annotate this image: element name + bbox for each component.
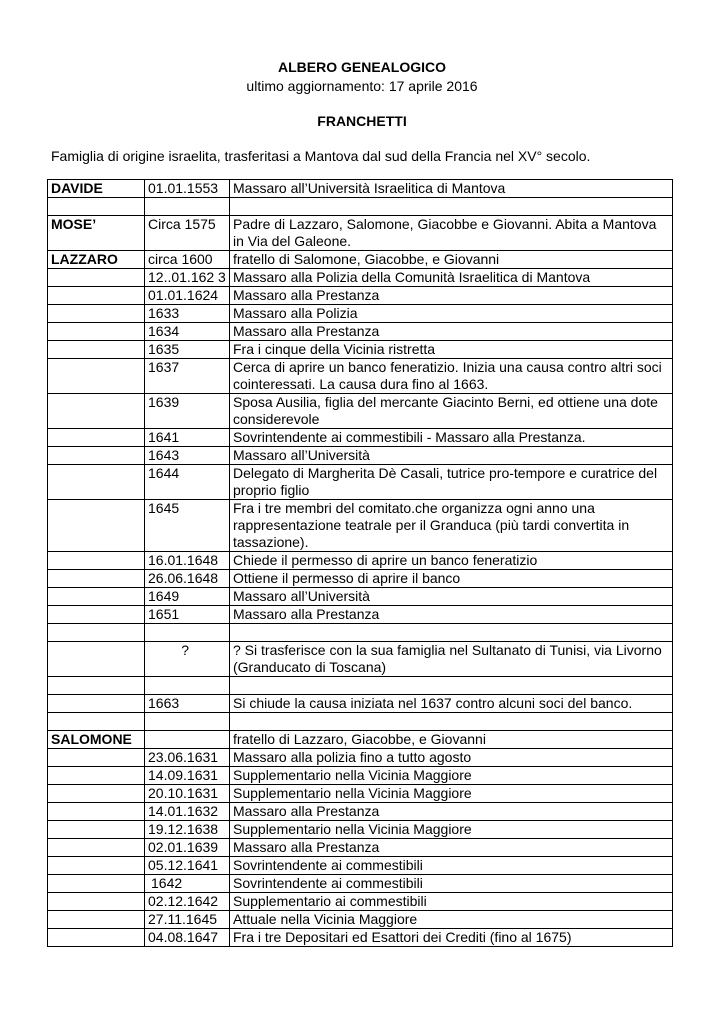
person-name-cell bbox=[48, 767, 145, 785]
event-description-cell: Supplementario ai commestibili bbox=[230, 893, 673, 911]
table-row bbox=[48, 305, 673, 323]
date-cell: 01.01.1624 bbox=[145, 287, 230, 305]
date-cell: 26.06.1648 bbox=[145, 570, 230, 588]
table-row bbox=[48, 269, 673, 287]
table-row bbox=[48, 323, 673, 341]
date-cell: 14.09.1631 bbox=[145, 767, 230, 785]
last-updated: ultimo aggiornamento: 17 aprile 2016 bbox=[246, 78, 478, 94]
event-description-cell: Sposa Ausilia, figlia del mercante Giacinto Berni, ed ottiene una dote considerevole bbox=[230, 394, 673, 429]
date-cell: 1645 bbox=[145, 500, 230, 552]
table-row bbox=[48, 642, 673, 677]
person-name-cell bbox=[48, 323, 145, 341]
event-description-cell: ? Si trasferisce con la sua famiglia nel Sultanato di Tunisi, via Livorno (Granducato di Toscana) bbox=[230, 642, 673, 677]
table-row bbox=[48, 749, 673, 767]
person-name-cell bbox=[48, 893, 145, 911]
event-description-cell: Si chiude la causa iniziata nel 1637 contro alcuni soci del banco. bbox=[230, 695, 673, 713]
event-description-cell bbox=[230, 713, 673, 731]
person-name-cell bbox=[48, 552, 145, 570]
person-name-cell bbox=[48, 269, 145, 287]
date-cell: 12..01.162 3 bbox=[145, 269, 230, 287]
person-name-cell: LAZZARO bbox=[48, 251, 145, 269]
event-description-cell: Massaro all’Università bbox=[230, 447, 673, 465]
event-description-cell: Sovrintendente ai commestibili bbox=[230, 857, 673, 875]
person-name-cell bbox=[48, 359, 145, 394]
person-name-cell bbox=[48, 642, 145, 677]
date-cell: 23.06.1631 bbox=[145, 749, 230, 767]
table-row bbox=[48, 677, 673, 695]
event-description-cell bbox=[230, 677, 673, 695]
event-description-cell: Massaro alla Polizia bbox=[230, 305, 673, 323]
table-row bbox=[48, 767, 673, 785]
event-description-cell: Fra i tre membri del comitato.che organizza ogni anno una rappresentazione teatrale per il Granduca (più tardi convertita in tassazione). bbox=[230, 500, 673, 552]
table-row bbox=[48, 359, 673, 394]
date-cell: 02.12.1642 bbox=[145, 893, 230, 911]
table-row bbox=[48, 857, 673, 875]
date-cell bbox=[145, 731, 230, 749]
person-name-cell bbox=[48, 287, 145, 305]
table-row bbox=[48, 216, 673, 251]
table-row bbox=[48, 251, 673, 269]
date-cell: 1651 bbox=[145, 606, 230, 624]
event-description-cell: Massaro alla Polizia della Comunità Israelitica di Mantova bbox=[230, 269, 673, 287]
table-row bbox=[48, 893, 673, 911]
date-cell: 1643 bbox=[145, 447, 230, 465]
event-description-cell bbox=[230, 198, 673, 216]
person-name-cell bbox=[48, 606, 145, 624]
date-cell bbox=[145, 624, 230, 642]
date-cell: 1635 bbox=[145, 341, 230, 359]
table-row bbox=[48, 429, 673, 447]
event-description-cell: Massaro alla Prestanza bbox=[230, 606, 673, 624]
event-description-cell: Cerca di aprire un banco feneratizio. Inizia una causa contro altri soci cointeressati. La causa dura fino al 1663. bbox=[230, 359, 673, 394]
event-description-cell: fratello di Salomone, Giacobbe, e Giovanni bbox=[230, 251, 673, 269]
person-name-cell: DAVIDE bbox=[48, 180, 145, 198]
table-row bbox=[48, 287, 673, 305]
event-description-cell: Fra i tre Depositari ed Esattori dei Crediti (fino al 1675) bbox=[230, 929, 673, 947]
family-intro: Famiglia di origine israelita, trasferitasi a Mantova dal sud della Francia nel XV° secolo. bbox=[51, 148, 591, 164]
person-name-cell bbox=[48, 803, 145, 821]
date-cell: 20.10.1631 bbox=[145, 785, 230, 803]
table-row bbox=[48, 695, 673, 713]
table-row bbox=[48, 821, 673, 839]
date-cell: 16.01.1648 bbox=[145, 552, 230, 570]
event-description-cell: Massaro alla polizia fino a tutto agosto bbox=[230, 749, 673, 767]
person-name-cell bbox=[48, 749, 145, 767]
genealogy-table-body bbox=[48, 180, 673, 947]
date-cell bbox=[145, 198, 230, 216]
person-name-cell bbox=[48, 857, 145, 875]
person-name-cell bbox=[48, 785, 145, 803]
person-name-cell bbox=[48, 447, 145, 465]
date-cell: 02.01.1639 bbox=[145, 839, 230, 857]
event-description-cell: Sovrintendente ai commestibili bbox=[230, 875, 673, 893]
person-name-cell bbox=[48, 465, 145, 500]
person-name-cell bbox=[48, 429, 145, 447]
event-description-cell: Chiede il permesso di aprire un banco feneratizio bbox=[230, 552, 673, 570]
table-row bbox=[48, 570, 673, 588]
table-row bbox=[48, 606, 673, 624]
event-description-cell: Supplementario nella Vicinia Maggiore bbox=[230, 785, 673, 803]
table-row bbox=[48, 341, 673, 359]
table-row bbox=[48, 180, 673, 198]
date-cell: 1637 bbox=[145, 359, 230, 394]
table-row bbox=[48, 465, 673, 500]
document-title: ALBERO GENEALOGICO bbox=[277, 59, 446, 75]
event-description-cell: Massaro alla Prestanza bbox=[230, 287, 673, 305]
person-name-cell bbox=[48, 305, 145, 323]
table-row bbox=[48, 929, 673, 947]
date-cell: 04.08.1647 bbox=[145, 929, 230, 947]
date-cell: Circa 1575 bbox=[145, 216, 230, 251]
date-cell: 19.12.1638 bbox=[145, 821, 230, 839]
date-cell: 1641 bbox=[145, 429, 230, 447]
date-cell: circa 1600 bbox=[145, 251, 230, 269]
event-description-cell: Attuale nella Vicinia Maggiore bbox=[230, 911, 673, 929]
date-cell: 1639 bbox=[145, 394, 230, 429]
date-cell: 14.01.1632 bbox=[145, 803, 230, 821]
person-name-cell bbox=[48, 677, 145, 695]
person-name-cell bbox=[48, 624, 145, 642]
event-description-cell: Massaro alla Prestanza bbox=[230, 323, 673, 341]
event-description-cell: Supplementario nella Vicinia Maggiore bbox=[230, 767, 673, 785]
person-name-cell: MOSE’ bbox=[48, 216, 145, 251]
person-name-cell bbox=[48, 394, 145, 429]
event-description-cell: Padre di Lazzaro, Salomone, Giacobbe e Giovanni. Abita a Mantova in Via del Galeone. bbox=[230, 216, 673, 251]
date-cell bbox=[145, 677, 230, 695]
table-row bbox=[48, 785, 673, 803]
person-name-cell bbox=[48, 695, 145, 713]
table-row bbox=[48, 447, 673, 465]
person-name-cell bbox=[48, 875, 145, 893]
table-row bbox=[48, 713, 673, 731]
event-description-cell: Delegato di Margherita Dè Casali, tutrice pro-tempore e curatrice del proprio figlio bbox=[230, 465, 673, 500]
person-name-cell bbox=[48, 341, 145, 359]
person-name-cell bbox=[48, 500, 145, 552]
date-cell: 1633 bbox=[145, 305, 230, 323]
date-cell: 1663 bbox=[145, 695, 230, 713]
date-cell: 01.01.1553 bbox=[145, 180, 230, 198]
event-description-cell bbox=[230, 624, 673, 642]
person-name-cell bbox=[48, 929, 145, 947]
table-row bbox=[48, 500, 673, 552]
family-name: FRANCHETTI bbox=[317, 113, 407, 129]
event-description-cell: Ottiene il permesso di aprire il banco bbox=[230, 570, 673, 588]
table-row bbox=[48, 588, 673, 606]
person-name-cell bbox=[48, 570, 145, 588]
date-cell bbox=[145, 713, 230, 731]
person-name-cell bbox=[48, 198, 145, 216]
event-description-cell: Massaro all’Università bbox=[230, 588, 673, 606]
table-row bbox=[48, 911, 673, 929]
person-name-cell bbox=[48, 713, 145, 731]
event-description-cell: Massaro alla Prestanza bbox=[230, 839, 673, 857]
date-cell: ? bbox=[145, 642, 230, 677]
table-row bbox=[48, 803, 673, 821]
table-row bbox=[48, 731, 673, 749]
table-row bbox=[48, 839, 673, 857]
genealogy-table bbox=[47, 179, 673, 947]
event-description-cell: Massaro alla Prestanza bbox=[230, 803, 673, 821]
person-name-cell bbox=[48, 839, 145, 857]
person-name-cell: SALOMONE bbox=[48, 731, 145, 749]
event-description-cell: fratello di Lazzaro, Giacobbe, e Giovanni bbox=[230, 731, 673, 749]
date-cell: 27.11.1645 bbox=[145, 911, 230, 929]
event-description-cell: Sovrintendente ai commestibili - Massaro alla Prestanza. bbox=[230, 429, 673, 447]
table-row bbox=[48, 624, 673, 642]
event-description-cell: Massaro all’Università Israelitica di Mantova bbox=[230, 180, 673, 198]
date-cell: 1642 bbox=[145, 875, 230, 893]
date-cell: 05.12.1641 bbox=[145, 857, 230, 875]
person-name-cell bbox=[48, 588, 145, 606]
event-description-cell: Fra i cinque della Vicinia ristretta bbox=[230, 341, 673, 359]
person-name-cell bbox=[48, 911, 145, 929]
date-cell: 1634 bbox=[145, 323, 230, 341]
table-row bbox=[48, 394, 673, 429]
table-row bbox=[48, 875, 673, 893]
person-name-cell bbox=[48, 821, 145, 839]
event-description-cell: Supplementario nella Vicinia Maggiore bbox=[230, 821, 673, 839]
table-row bbox=[48, 552, 673, 570]
date-cell: 1644 bbox=[145, 465, 230, 500]
table-row bbox=[48, 198, 673, 216]
date-cell: 1649 bbox=[145, 588, 230, 606]
